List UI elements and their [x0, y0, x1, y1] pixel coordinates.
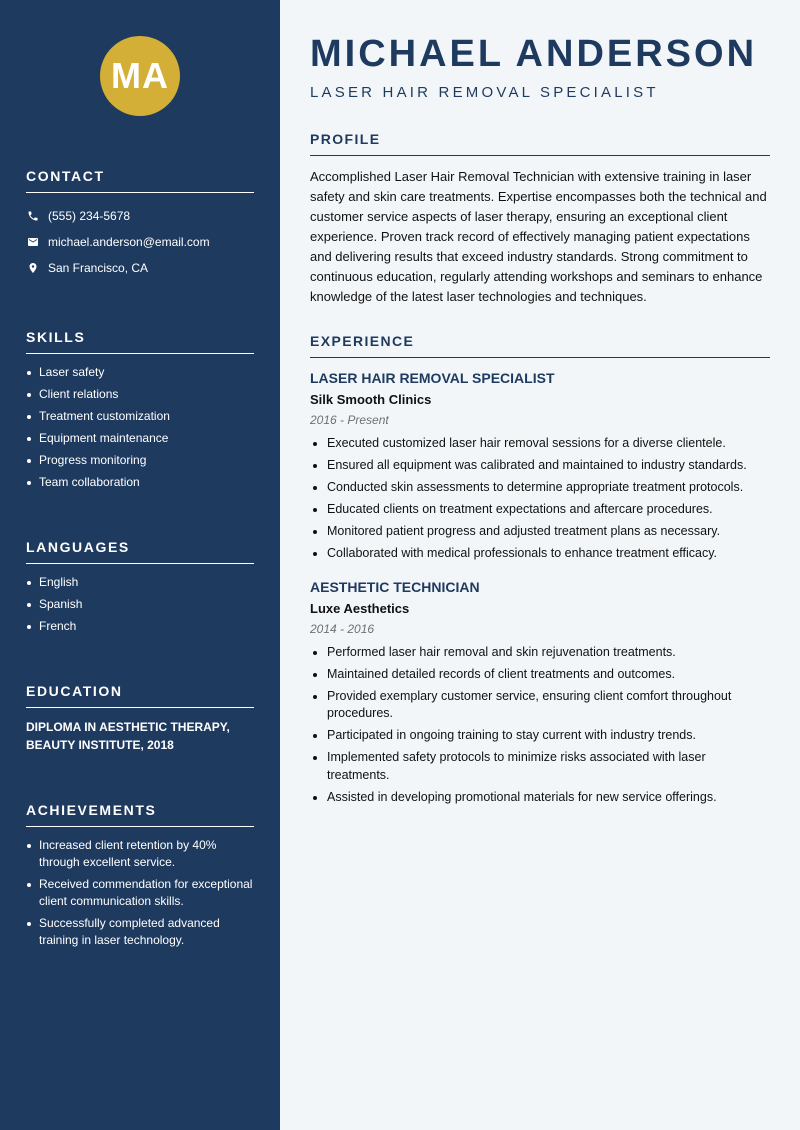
company-name: Silk Smooth Clinics — [310, 392, 432, 407]
skill-item: Laser safety — [26, 364, 254, 381]
job-entry — [310, 370, 770, 563]
job-bullet: Maintained detailed records of client treatments and outcomes. — [310, 666, 770, 684]
languages-heading: LANGUAGES — [26, 539, 254, 564]
skill-item: Progress monitoring — [26, 452, 254, 469]
achievement-item: Increased client retention by 40% through excellent service. — [26, 837, 254, 871]
contact-section — [26, 168, 254, 281]
contact-email — [26, 229, 254, 255]
job-bullet: Provided exemplary customer service, ensuring client comfort throughout procedures. — [310, 688, 770, 723]
job-bullet: Performed laser hair removal and skin rejuvenation treatments. — [310, 644, 770, 662]
language-item: French — [26, 618, 254, 635]
experience-heading: EXPERIENCE — [310, 333, 770, 358]
email-text: michael.anderson@email.com — [48, 235, 210, 249]
job-bullet: Collaborated with medical professionals to enhance treatment efficacy. — [310, 545, 770, 563]
sidebar — [0, 0, 280, 1130]
phone-text: (555) 234-5678 — [48, 209, 131, 223]
languages-list — [26, 574, 254, 635]
job-bullet: Monitored patient progress and adjusted treatment plans as necessary. — [310, 523, 770, 541]
experience-section — [310, 333, 770, 806]
job-bullets — [310, 644, 770, 807]
skill-item: Equipment maintenance — [26, 430, 254, 447]
achievement-item: Received commendation for exceptional client communication skills. — [26, 876, 254, 910]
languages-section — [26, 539, 254, 635]
achievements-list — [26, 837, 254, 949]
phone-icon — [26, 209, 40, 223]
candidate-role: LASER HAIR REMOVAL SPECIALIST — [310, 84, 659, 101]
contact-heading: CONTACT — [26, 168, 254, 193]
achievements-heading: ACHIEVEMENTS — [26, 802, 254, 827]
skills-list — [26, 364, 254, 491]
education-section — [26, 683, 254, 754]
location-pin-icon — [26, 261, 40, 275]
job-entry — [310, 579, 770, 807]
job-bullet: Implemented safety protocols to minimize risks associated with laser treatments. — [310, 749, 770, 784]
job-bullet: Ensured all equipment was calibrated and maintained to industry standards. — [310, 457, 770, 475]
education-entry — [26, 718, 254, 754]
profile-text: Accomplished Laser Hair Removal Technician with extensive training in laser safety and skin care treatments. Expertise encompasses both the technical and customer service aspects of laser therapy, ensuring an exceptional client experience. Proven track record of effectively managing patient expectations and delivering results that exceed industry standards. Strong commitment to continuous education, regularly attending workshops and seminars to enhance knowledge of the latest laser technologies and techniques. — [310, 169, 767, 304]
job-bullet: Assisted in developing promotional materials for new service offerings. — [310, 789, 770, 807]
profile-section — [310, 131, 770, 307]
language-item: English — [26, 574, 254, 591]
job-bullets — [310, 435, 770, 563]
skill-item: Client relations — [26, 386, 254, 403]
job-bullet: Conducted skin assessments to determine appropriate treatment protocols. — [310, 479, 770, 497]
education-institution: BEAUTY INSTITUTE, 2018 — [26, 738, 174, 752]
job-bullet: Participated in ongoing training to stay current with industry trends. — [310, 727, 770, 745]
education-degree: DIPLOMA IN AESTHETIC THERAPY, — [26, 720, 230, 734]
skill-item: Team collaboration — [26, 474, 254, 491]
contact-location — [26, 255, 254, 281]
skills-heading: SKILLS — [26, 329, 254, 354]
language-item: Spanish — [26, 596, 254, 613]
location-text: San Francisco, CA — [48, 261, 149, 275]
education-heading: EDUCATION — [26, 683, 254, 708]
job-title: LASER HAIR REMOVAL SPECIALIST — [310, 370, 555, 386]
avatar-initials: MA — [111, 55, 169, 96]
job-dates: 2016 - Present — [310, 413, 389, 427]
achievements-section — [26, 802, 254, 949]
skills-section — [26, 329, 254, 491]
job-title: AESTHETIC TECHNICIAN — [310, 578, 480, 595]
avatar — [100, 36, 180, 116]
company-name: Luxe Aesthetics — [310, 600, 410, 616]
main-content — [280, 0, 800, 1130]
job-dates: 2014 - 2016 — [310, 621, 375, 636]
job-bullet: Executed customized laser hair removal sessions for a diverse clientele. — [310, 435, 770, 453]
contact-phone — [26, 203, 254, 229]
contact-list — [26, 203, 254, 281]
job-bullet: Educated clients on treatment expectations and aftercare procedures. — [310, 501, 770, 519]
email-icon — [26, 235, 40, 249]
skill-item: Treatment customization — [26, 408, 254, 425]
candidate-name: MICHAEL ANDERSON — [310, 33, 758, 75]
profile-heading: PROFILE — [310, 131, 770, 156]
achievement-item: Successfully completed advanced training in laser technology. — [26, 915, 254, 949]
